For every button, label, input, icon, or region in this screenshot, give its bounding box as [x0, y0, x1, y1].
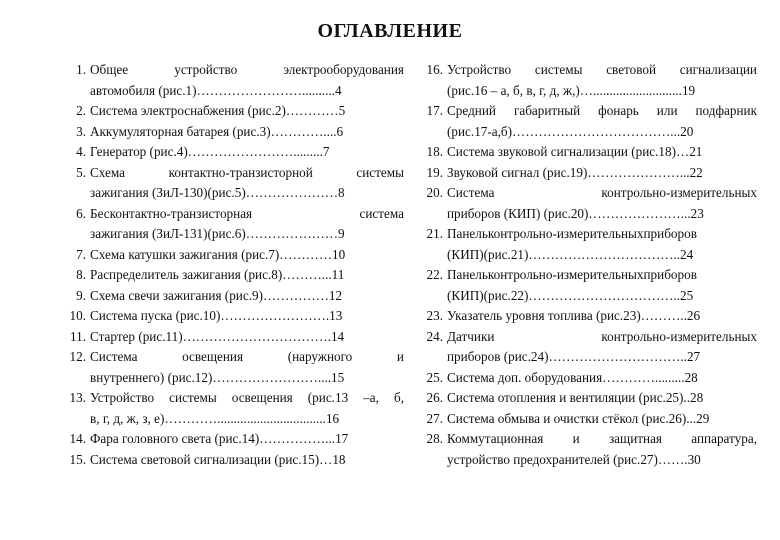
toc-entry-line: Система электроснабжения (рис.2)…………5: [90, 103, 346, 118]
toc-entry-text: [447, 306, 757, 327]
toc-entry-number: 16.: [426, 62, 443, 77]
toc-entry: [58, 429, 404, 450]
toc-entry-line: в, г, д, ж, з, е)………….................................16: [90, 410, 340, 426]
toc-entry-text: [447, 163, 757, 184]
toc-entry-number: 6.: [76, 205, 86, 221]
toc-entry: [415, 388, 757, 409]
toc-entry-number: 15.: [69, 451, 86, 467]
toc-entry-text: [90, 142, 404, 163]
toc-entry-number: 25.: [426, 369, 443, 385]
toc-entry-number: 13.: [69, 390, 86, 405]
toc-entry-text: [447, 142, 757, 163]
toc-entry-text: [90, 327, 404, 348]
toc-entry: [415, 429, 757, 470]
toc-entry-line: зажигания (ЗиЛ-131)(рис.6)…………………9: [90, 226, 345, 241]
toc-entry-line: Бесконтактно-транзисторная система: [90, 205, 404, 221]
toc-entry-line: Система световой сигнализации (рис.15)…18: [90, 451, 346, 467]
toc-entry-line: Указатель уровня топлива (рис.23)………..26: [447, 308, 701, 323]
toc-entry-text: [90, 429, 404, 450]
toc-entry-line: Общее устройство электрооборудования: [90, 62, 404, 77]
toc-entry: [58, 163, 404, 204]
toc-entry-line: Система доп. оборудования………….........28: [447, 369, 698, 385]
toc-entry-line: Устройство системы световой сигнализации: [447, 62, 757, 77]
toc-entry-text: [447, 224, 757, 265]
toc-entry: [415, 224, 757, 265]
toc-entry-line: зажигания (ЗиЛ-130)(рис.5)…………………8: [90, 185, 345, 200]
toc-entry-text: [447, 327, 757, 368]
toc-entry-line: (КИП)(рис.22)……………………………..25: [447, 287, 694, 303]
toc-entry-text: [90, 204, 404, 245]
toc-entry-line: Коммутационная и защитная аппаратура,: [447, 431, 757, 446]
toc-entry-number: 5.: [76, 164, 86, 180]
toc-entry-text: [90, 122, 404, 143]
toc-entry: [415, 409, 757, 430]
toc-entry-number: 23.: [426, 308, 443, 323]
toc-entry-text: [447, 409, 757, 430]
toc-entry: [58, 265, 404, 286]
toc-entry: [415, 60, 757, 101]
toc-entry-number: 4.: [76, 144, 86, 159]
toc-entry: [58, 101, 404, 122]
toc-entry-line: Панельконтрольно-измерительныхприборов: [447, 267, 697, 282]
toc-entry-number: 21.: [426, 226, 443, 241]
toc-entry-line: Устройство системы освещения (рис.13 –а, б,: [90, 390, 404, 405]
toc-entry: [415, 101, 757, 142]
toc-entry-text: [90, 347, 404, 388]
toc-entry: [58, 450, 404, 471]
toc-entry-text: [90, 388, 404, 429]
toc-entry-number: 11.: [70, 328, 86, 344]
toc-entry-line: автомобиля (рис.1)……………………..........4: [90, 82, 342, 98]
toc-entry-line: Датчики контрольно-измерительных: [447, 328, 757, 344]
toc-entry-number: 28.: [426, 431, 443, 446]
toc-entry-number: 18.: [426, 144, 443, 159]
toc-entry-line: приборов (рис.24)…………………………..27: [447, 349, 701, 364]
toc-entry-number: 27.: [426, 410, 443, 426]
toc-entry-line: Система отопления и вентиляции (рис.25)..28: [447, 390, 704, 405]
toc-entry-line: Аккумуляторная батарея (рис.3)…………....6: [90, 123, 344, 139]
toc-entry: [415, 306, 757, 327]
toc-entry-line: (КИП)(рис.21)……………………………..24: [447, 246, 694, 262]
toc-entry-number: 22.: [426, 267, 443, 282]
toc-entry: [415, 183, 757, 224]
toc-entry-number: 26.: [426, 390, 443, 405]
toc-entry-line: Распределитель зажигания (рис.8)………...11: [90, 267, 345, 282]
toc-entry-text: [90, 450, 404, 471]
toc-entry: [415, 163, 757, 184]
toc-entry-line: Фара головного света (рис.14)……………...17: [90, 431, 349, 446]
toc-entry: [415, 142, 757, 163]
toc-entry-line: приборов (КИП) (рис.20)…………………...23: [447, 205, 704, 221]
toc-entry-number: 7.: [76, 246, 86, 262]
toc-entry: [58, 204, 404, 245]
toc-entry-number: 9.: [76, 287, 86, 303]
toc-entry-line: Система контрольно-измерительных: [447, 185, 757, 200]
toc-column-right: [415, 60, 757, 470]
toc-entry-number: 1.: [76, 62, 86, 77]
toc-entry-text: [90, 265, 404, 286]
toc-entry-number: 10.: [69, 308, 86, 323]
toc-entry-text: [90, 163, 404, 204]
toc-entry-text: [90, 101, 404, 122]
toc-entry-text: [447, 388, 757, 409]
toc-entry-line: Схема катушки зажигания (рис.7)…………10: [90, 246, 346, 262]
toc-entry-text: [447, 183, 757, 224]
toc-entry: [58, 122, 404, 143]
toc-entry-text: [447, 368, 757, 389]
toc-entry-text: [90, 286, 404, 307]
toc-entry: [415, 327, 757, 368]
toc-entry-line: Система звуковой сигнализации (рис.18)…21: [447, 144, 703, 159]
toc-entry-number: 24.: [426, 328, 443, 344]
toc-entry: [415, 368, 757, 389]
toc-entry-number: 2.: [76, 103, 86, 118]
toc-entry-line: Средний габаритный фонарь или подфарник: [447, 103, 757, 118]
toc-entry: [58, 347, 404, 388]
toc-entry: [58, 327, 404, 348]
toc-entry-number: 12.: [69, 349, 86, 364]
toc-entry-line: Схема контактно-транзисторной системы: [90, 164, 404, 180]
toc-entry: [415, 265, 757, 306]
toc-entry: [58, 306, 404, 327]
toc-entry-line: устройство предохранителей (рис.27)…….30: [447, 451, 701, 467]
toc-entry-text: [90, 245, 404, 266]
toc-entry-text: [447, 101, 757, 142]
page-title: ОГЛАВЛЕНИЕ: [317, 20, 463, 42]
toc-entry-line: Схема свечи зажигания (рис.9)……………12: [90, 287, 343, 303]
toc-entry-number: 14.: [69, 431, 86, 446]
toc-entry-text: [447, 60, 757, 101]
toc-entry-line: внутреннего) (рис.12)……………………....15: [90, 369, 345, 385]
toc-entry-number: 20.: [426, 185, 443, 200]
toc-entry-line: Система пуска (рис.10)…………………….13: [90, 308, 343, 323]
toc-entry-number: 3.: [76, 123, 86, 139]
toc-entry-text: [447, 429, 757, 470]
toc-entry-line: Звуковой сигнал (рис.19)…………………...22: [447, 164, 703, 180]
toc-entry-text: [90, 306, 404, 327]
toc-entry-line: Система обмыва и очистки стёкол (рис.26)...29: [447, 410, 710, 426]
toc-entry-number: 17.: [426, 103, 443, 118]
toc-entry: [58, 286, 404, 307]
toc-entry-number: 8.: [76, 267, 86, 282]
toc-entry-line: Стартер (рис.11)…………………………….14: [90, 328, 345, 344]
toc-entry: [58, 245, 404, 266]
toc-entry: [58, 142, 404, 163]
toc-entry-line: (рис.17-а,б)………………………………...20: [447, 123, 694, 139]
toc-entry-text: [90, 60, 404, 101]
toc-entry: [58, 388, 404, 429]
toc-column-left: [58, 60, 404, 470]
toc-entry: [58, 60, 404, 101]
toc-entry-text: [447, 265, 757, 306]
toc-entry-line: Система освещения (наружного и: [90, 349, 404, 364]
toc-entry-number: 19.: [426, 164, 443, 180]
toc-entry-line: (рис.16 – а, б, в, г, д, ж,)…...........................19: [447, 82, 696, 98]
toc-entry-line: Генератор (рис.4)…………………….........7: [90, 144, 330, 159]
toc-entry-line: Панельконтрольно-измерительныхприборов: [447, 226, 697, 241]
